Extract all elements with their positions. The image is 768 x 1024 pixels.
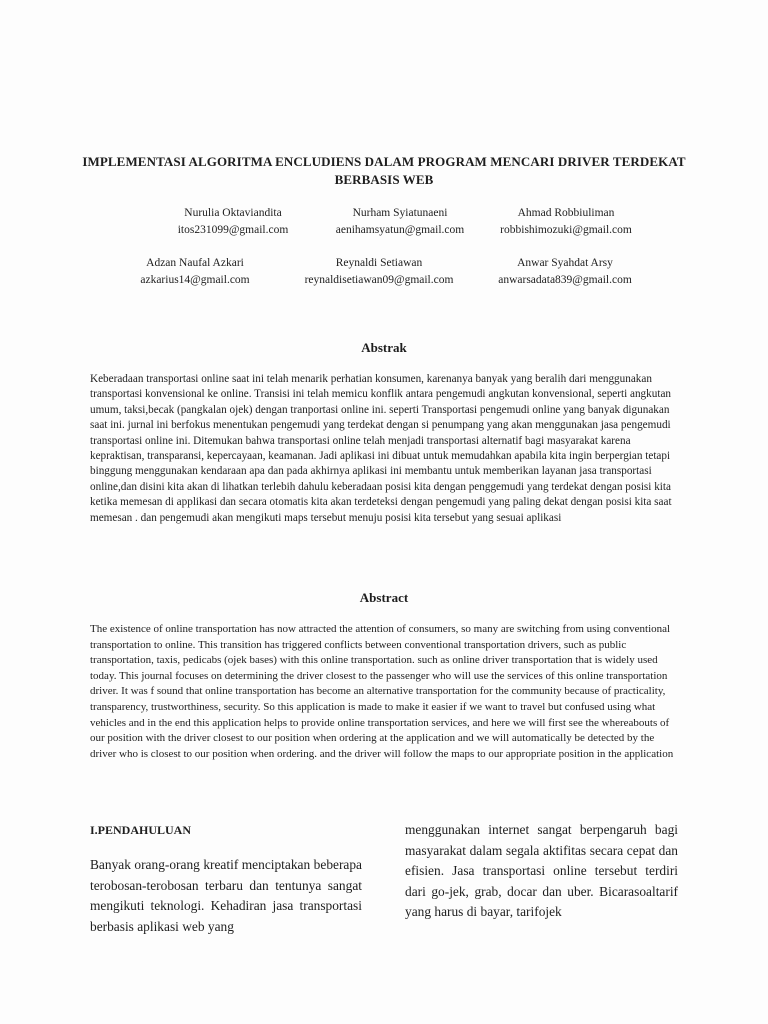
intro-left-column: Banyak orang-orang kreatif menciptakan beberapa terobosan-terobosan terbaru dan tentunya sangat mengikuti teknologi. Kehadiran jasa transportasi berbasis aplikasi web yang [90,857,362,934]
author-email: anwarsadata839@gmail.com [498,274,632,286]
abstract-text: The existence of online transportation has now attracted the attention of consumers, so many are switching from using conventional transportation to online. This transition has triggered conflicts between conventional transportation drivers, such as public transportation, taxis, pedicabs (ojek bases) with this online transportation. such as online driver transportation that is widely used today. This journal focuses on determining the driver closest to the passenger who will use the services of this online transportation driver. It was f sound that online transportation has become an alternative transportation for the community because of practicality, transparency, trustworthiness, security. So this application is made to make it easier if we want to travel but confused using what vehicles and in the end this application helps to provide online transportation services, and here we will first see the whereabouts of our position with the driver closest to our position when ordering at the application and we will automatically be detected by the driver who is closest to our position when ordering. and the driver will follow the maps to our appropriate position in the application [90,623,674,760]
author-name: Adzan Naufal Azkari [146,257,244,269]
paper-title: IMPLEMENTASI ALGORITMA ENCLUDIENS DALAM PROGRAM MENCARI DRIVER TERDEKAT BERBASIS WEB [82,154,686,187]
author-name: Ahmad Robbiuliman [517,207,615,219]
abstrak-heading: Abstrak [361,340,407,355]
abstract-heading: Abstract [359,590,409,605]
author-email: aenihamsyatun@gmail.com [335,224,465,236]
author-email: reynaldisetiawan09@gmail.com [304,274,454,286]
author-email: robbishimozuki@gmail.com [500,224,632,236]
author-email: azkarius14@gmail.com [140,274,250,286]
author-name: Anwar Syahdat Arsy [517,257,613,269]
section-heading: I.PENDAHULUAN [90,823,192,837]
author-name: Reynaldi Setiawan [335,257,423,269]
author-3 [466,205,666,239]
author-6 [465,255,665,289]
author-name: Nurham Syiatunaeni [352,207,448,219]
abstrak-text: Keberadaan transportasi online saat ini telah menarik perhatian konsumen, karenanya banyak yang beralih dari menggunakan transportasi konvensional ke online. Transisi ini telah memicu konflik antara pengemudi angkutan konvensional, seperti angkutan umum, taksi,becak (pangkalan ojek) dengan tranportasi online ini. seperti Transportasi pengemudi online yang banyak digunakan saat ini. jurnal ini berfokus menentukan pengemudi yang terdekat dengan si penumpang yang akan menggunakan jasa pengemudi transportasi online ini. Ditemukan bahwa transportasi online telah menjadi transportasi alternatif bagi masyarakat karena kepraktisan, transparansi, kepercayaan, keamanan. Jadi aplikasi ini dibuat untuk memudahkan apabila kita ingin berpergian tetapi binggung menggunakan kendaraan apa dan pada akhirnya aplikasi ini membantu untuk memberikan layanan jasa transportasi online,dan disini kita akan di lihatkan terlebih dahulu keberadaan posisi kita dengan penggemudi yang terdekat dengan posisi kita ketika memesan di applikasi dan secara otomatis kita akan terdeteksi dengan pengemudi yang paling dekat dengan posisi kita saat memesan . dan pengemudi akan mengikuti maps tersebut menuju posisi kita tersebut yang sesuai aplikasi [90,373,672,524]
intro-right-column: menggunakan internet sangat berpengaruh bagi masyarakat dalam segala aktifitas secara cepat dan efisien. Jasa transportasi online tersebut terdiri dari go-jek, grab, docar dan uber. Bicarasoaltarif yang harus di bayar, tarifojek [405,822,678,919]
author-email: itos231099@gmail.com [177,224,289,236]
author-name: Nurulia Oktaviandita [184,207,282,219]
author-5 [279,255,479,289]
author-4 [95,255,295,289]
